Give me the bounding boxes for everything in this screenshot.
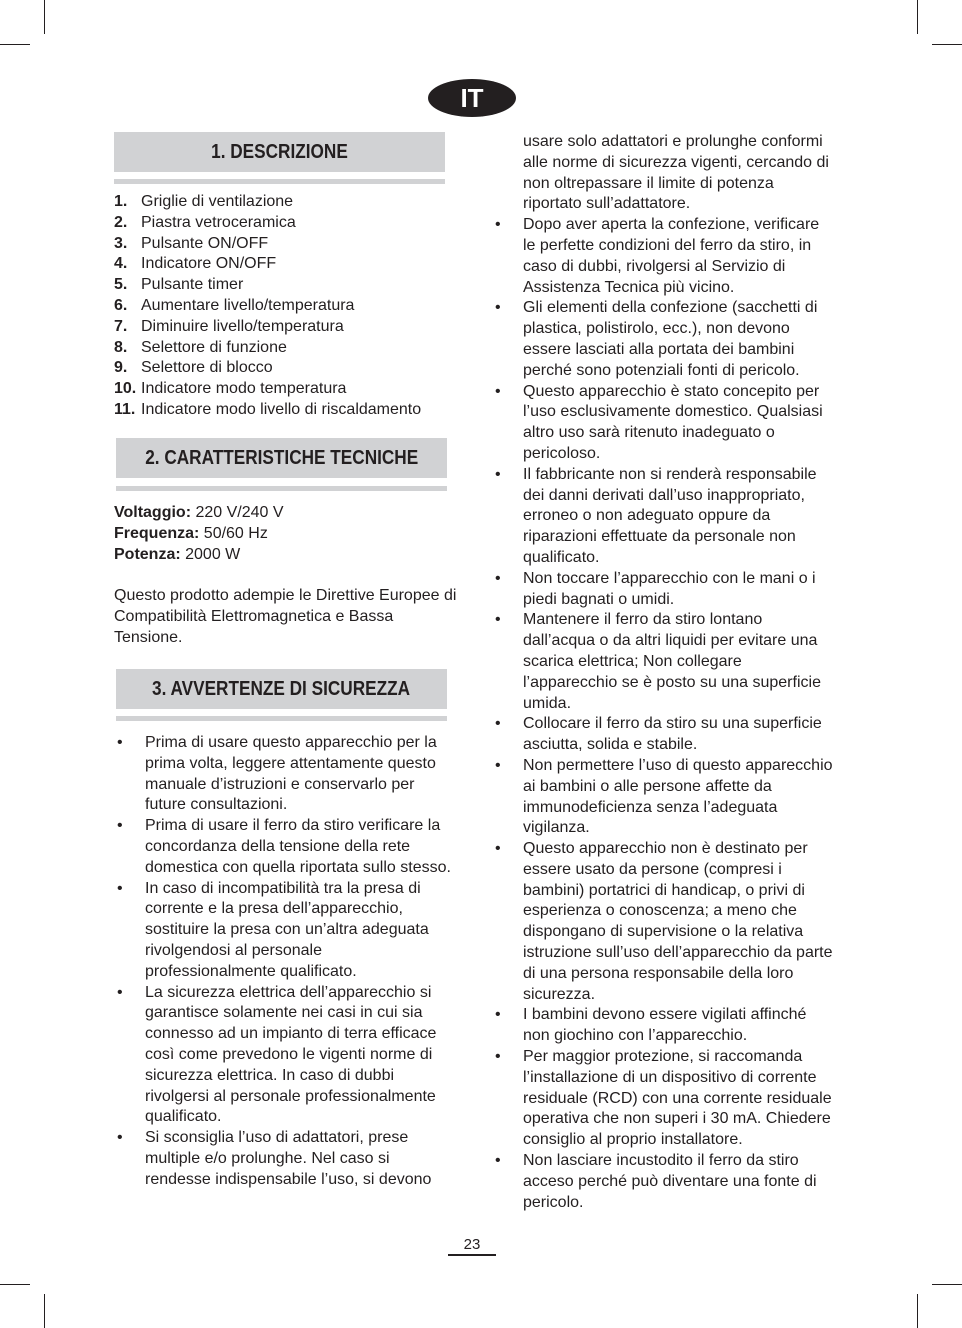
item-label: Pulsante ON/OFF bbox=[141, 234, 269, 252]
item-number: 7. bbox=[114, 317, 128, 335]
section-title-descrizione: 1. DESCRIZIONE bbox=[114, 132, 445, 172]
language-badge: IT bbox=[428, 79, 516, 117]
item-number: 4. bbox=[114, 255, 128, 273]
technical-specs bbox=[114, 503, 459, 649]
crop-mark bbox=[917, 1294, 918, 1328]
spec-value: 50/60 Hz bbox=[199, 524, 268, 542]
description-item bbox=[114, 254, 454, 275]
spec-line bbox=[114, 503, 459, 524]
safety-bullet: • Per maggior protezione, si raccomanda l’installazione di un dispositivo di corrente residuale (RCD) con una corrente residuale operativa che non superi i 30 mA. Chiedere consiglio al proprio installatore. bbox=[492, 1047, 834, 1151]
item-number: 9. bbox=[114, 359, 128, 377]
safety-bullet: • Mantenere il ferro da stiro lontano dall’acqua o da altri liquidi per evitare una scarica elettrica; Non collegare l’apparecchio se è posto su una superficie umida. bbox=[492, 610, 834, 714]
description-item bbox=[114, 358, 454, 379]
safety-bullet: • Prima di usare questo apparecchio per la prima volta, leggere attentamente questo manuale d’istruzioni e conservarlo per future consultazioni. bbox=[114, 733, 452, 816]
item-number: 3. bbox=[114, 234, 128, 252]
safety-bullet: • Si sconsiglia l’uso di adattatori, prese multiple e/o prolunghe. Nel caso si rendesse indispensabile l’uso, si devono bbox=[114, 1128, 452, 1190]
section-title-caratteristiche: 2. CARATTERISTICHE TECNICHE bbox=[116, 438, 447, 478]
item-label: Aumentare livello/temperatura bbox=[141, 296, 355, 314]
spec-value: 220 V/240 V bbox=[191, 504, 284, 521]
description-item bbox=[114, 275, 454, 296]
safety-bullet: • Non toccare l’apparecchio con le mani o i piedi bagnati o umidi. bbox=[492, 569, 834, 611]
item-label: Indicatore modo temperatura bbox=[141, 380, 347, 398]
crop-mark bbox=[932, 1284, 962, 1285]
item-label: Diminuire livello/temperatura bbox=[141, 317, 344, 335]
description-item bbox=[114, 213, 454, 234]
safety-bullet: • Dopo aver aperta la confezione, verificare le perfette condizioni del ferro da stiro, in caso di dubbi, rivolgersi al Servizio di Assistenza Tecnica più vicino. bbox=[492, 215, 834, 298]
safety-bullet: • Non lasciare incustodito il ferro da stiro acceso perché può diventare una fonte di pericolo. bbox=[492, 1151, 834, 1213]
section-divider bbox=[116, 486, 447, 491]
item-label: Selettore di funzione bbox=[141, 338, 287, 356]
item-label: Pulsante timer bbox=[141, 276, 244, 294]
spec-line bbox=[114, 524, 459, 545]
crop-mark bbox=[0, 1284, 30, 1285]
description-item bbox=[114, 234, 454, 255]
crop-mark bbox=[0, 44, 30, 45]
description-item bbox=[114, 317, 454, 338]
spec-value: 2000 W bbox=[180, 545, 241, 563]
item-label: Indicatore ON/OFF bbox=[141, 255, 277, 273]
safety-bullet: • Questo apparecchio non è destinato per essere usato da persone (compresi i bambini) portatrici di handicap, o privi di esperienza o conoscenza; a meno che dispongano di supervisione o la relativa istruzione sull’uso dell’apparecchio da parte di una persona responsabile della loro sicurezza. bbox=[492, 839, 834, 1005]
safety-list-left bbox=[114, 733, 452, 1191]
item-label: Selettore di blocco bbox=[141, 359, 273, 377]
crop-mark bbox=[917, 0, 918, 34]
item-label: Griglie di ventilazione bbox=[141, 193, 294, 210]
description-item bbox=[114, 338, 454, 359]
item-label: Indicatore modo livello di riscaldamento bbox=[141, 400, 422, 418]
item-number: 1. bbox=[114, 193, 128, 210]
item-number: 11. bbox=[114, 400, 136, 418]
section-divider bbox=[114, 179, 445, 184]
section-title-avvertenze: 3. AVVERTENZE DI SICUREZZA bbox=[116, 669, 447, 709]
spec-label: Potenza: bbox=[114, 545, 181, 563]
page-number: 23 bbox=[463, 1236, 481, 1253]
page-number-underline bbox=[448, 1254, 496, 1256]
safety-bullet: • Questo apparecchio è stato concepito per l’uso esclusivamente domestico. Qualsiasi altro uso sarà ritenuto inadeguato o pericoloso. bbox=[492, 382, 834, 465]
description-item bbox=[114, 379, 454, 400]
safety-bullet: • I bambini devono essere vigilati affinché non giochino con l’apparecchio. bbox=[492, 1005, 834, 1047]
safety-bullet: • Il fabbricante non si renderà responsabile dei danni derivati dall’uso inappropriato, erroneo o non adeguato oppure da riparazioni effettuate da personale non qualificato. bbox=[492, 465, 834, 569]
safety-continuation: usare solo adattatori e prolunghe conformi alle norme di sicurezza vigenti, cercando di non oltrepassare il limite di potenza riportato sull’adattatore. bbox=[523, 133, 829, 213]
item-number: 10. bbox=[114, 380, 137, 398]
safety-bullet: • Collocare il ferro da stiro su una superficie asciutta, solida e stabile. bbox=[492, 714, 834, 756]
crop-mark bbox=[932, 44, 962, 45]
spec-label: Frequenza: bbox=[114, 524, 200, 542]
safety-bullet: • In caso di incompatibilità tra la presa di corrente e la presa dell’apparecchio, sostituire la presa con un’altra adeguata rivolgendosi al personale professionalmente qualificato. bbox=[114, 879, 452, 983]
item-label: Piastra vetroceramica bbox=[141, 213, 296, 231]
safety-bullet: • Non permettere l’uso di questo apparecchio ai bambini o alle persone affette da immunodeficienza senza l’adeguata vigilanza. bbox=[492, 756, 834, 839]
crop-mark bbox=[44, 1294, 45, 1328]
item-number: 2. bbox=[114, 213, 128, 231]
description-item bbox=[114, 400, 454, 421]
crop-mark bbox=[44, 0, 45, 34]
compliance-text: Questo prodotto adempie le Direttive Europee di Compatibilità Elettromagnetica e Bassa Tensione. bbox=[114, 587, 457, 646]
item-number: 8. bbox=[114, 338, 128, 356]
safety-list-right bbox=[492, 132, 834, 1213]
safety-bullet: • La sicurezza elettrica dell’apparecchio si garantisce solamente nei casi in cui sia connesso ad un impianto di terra efficace così come prevedono le vigenti norme di sicurezza elettrica. In caso di dubbi rivolgersi al personale professionalmente qualificato. bbox=[114, 983, 452, 1129]
item-number: 6. bbox=[114, 296, 128, 314]
safety-bullet: • Gli elementi della confezione (sacchetti di plastica, polistirolo, ecc.), non devono essere lasciati alla portata dei bambini perché sono potenziali fonti di pericolo. bbox=[492, 298, 834, 381]
section-divider bbox=[116, 716, 447, 721]
spec-label: Voltaggio: bbox=[114, 504, 192, 521]
spec-line bbox=[114, 545, 459, 566]
item-number: 5. bbox=[114, 276, 128, 294]
safety-bullet: • Prima di usare il ferro da stiro verificare la concordanza della tensione della rete domestica con quella riportata sullo stesso. bbox=[114, 816, 452, 878]
description-item bbox=[114, 192, 454, 213]
description-item bbox=[114, 296, 454, 317]
description-list bbox=[114, 192, 454, 421]
